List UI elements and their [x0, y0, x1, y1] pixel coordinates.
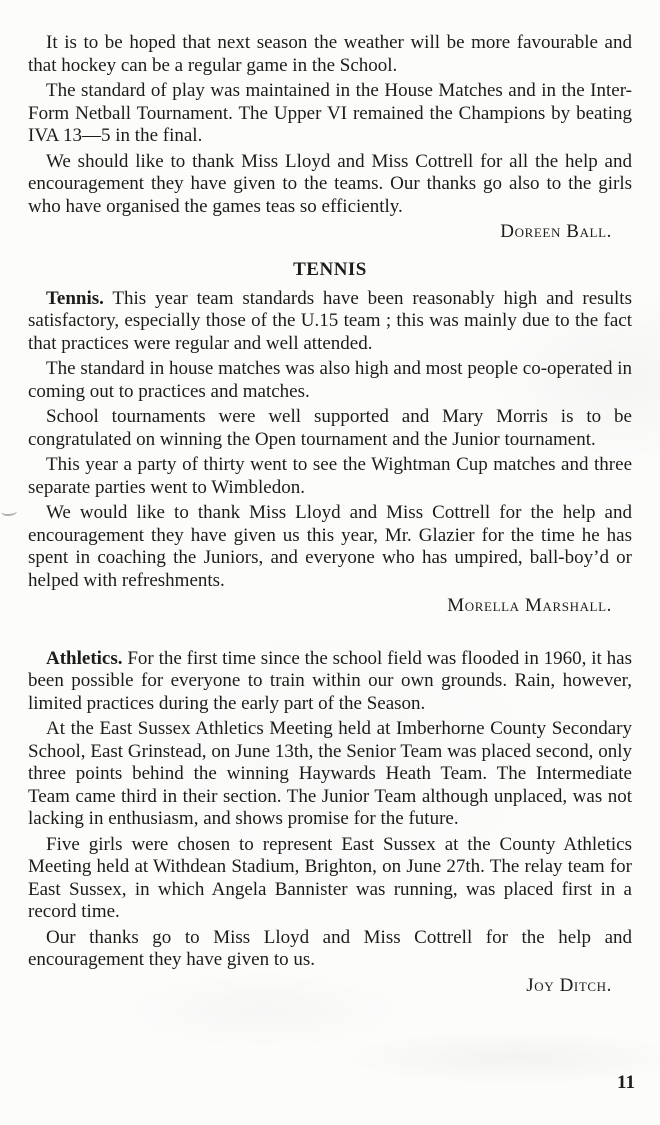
paragraph — [28, 834, 632, 924]
paragraph — [28, 648, 632, 716]
paragraph — [28, 80, 632, 148]
bold-lead: Tennis. — [46, 287, 104, 309]
paragraph — [28, 927, 632, 972]
paragraph-text: The standard of play was maintained in the House Matches and in the Inter-Form Netball Tournament. The Upper VI remained the Champions by beating IVA 13—5 in the final. — [28, 80, 632, 146]
paragraph-text: We would like to thank Miss Lloyd and Miss Cottrell for the help and encouragement they have given us this year, Mr. Glazier for the time he has spent in coaching the Juniors, and everyone who has umpired, ball-boy’d or helped with refreshments. — [28, 502, 632, 591]
section-heading-tennis: TENNIS — [293, 258, 367, 280]
section-athletics-report — [28, 648, 632, 998]
paragraph-text: We should like to thank Miss Lloyd and Miss Cottrell for all the help and encouragement they have given to the teams. Our thanks go also to the girls who have organised the games teas so efficiently. — [28, 150, 632, 217]
paragraph-text: This year a party of thirty went to see the Wightman Cup matches and three separate parties went to Wimbledon. — [28, 454, 632, 498]
paragraph-text: Five girls were chosen to represent East Sussex at the County Athletics Meeting held at Withdean Stadium, Brighton, on June 27th. The relay team for East Sussex, in which Angela Bannister was running, was placed first in a record time. — [28, 833, 632, 922]
paragraph — [28, 454, 632, 499]
paragraph — [28, 358, 632, 403]
paragraph — [28, 718, 632, 831]
bold-lead: Athletics. — [46, 647, 123, 669]
signature-morella-marshall: Morella Marshall. — [447, 595, 612, 616]
paragraph — [28, 32, 632, 77]
paragraph-text: The standard in house matches was also high and most people co-operated in coming out to practices and matches. — [28, 358, 632, 402]
paragraph-text: This year team standards have been reasonably high and results satisfactory, especially those of the U.15 team ; this was mainly due to the fact that practices were regular and well attended. — [28, 287, 632, 354]
page-number: 11 — [617, 1072, 635, 1093]
paragraph-text: It is to be hoped that next season the weather will be more favourable and that hockey can be a regular game in the School. — [28, 32, 632, 76]
paragraph-text: For the first time since the school field was flooded in 1960, it has been possible for everyone to train within our own grounds. Rain, however, limited practices during the early part of the Season. — [28, 647, 632, 714]
section-tennis-report — [28, 258, 632, 618]
paragraph — [28, 151, 632, 219]
paragraph — [28, 406, 632, 451]
paragraph — [28, 288, 632, 356]
signature-doreen-ball: Doreen Ball. — [500, 221, 612, 242]
paragraph-text: School tournaments were well supported and Mary Morris is to be congratulated on winning the Open tournament and the Junior tournament. — [28, 406, 632, 450]
paragraph — [28, 502, 632, 592]
section-netball-report — [28, 32, 632, 244]
paragraph-text: At the East Sussex Athletics Meeting held at Imberhorne County Secondary School, East Grinstead, on June 13th, the Senior Team was placed second, only three points behind the winning Haywards Heath Team. The Intermediate Team came third in their section. The Junior Team although unplaced, was not lacking in enthusiasm, and shows promise for the future. — [28, 718, 632, 829]
signature-joy-ditch: Joy Ditch. — [526, 974, 612, 996]
paragraph-text: Our thanks go to Miss Lloyd and Miss Cottrell for the help and encouragement they have given to us. — [28, 926, 632, 970]
scan-artifact-mark — [1, 506, 18, 516]
